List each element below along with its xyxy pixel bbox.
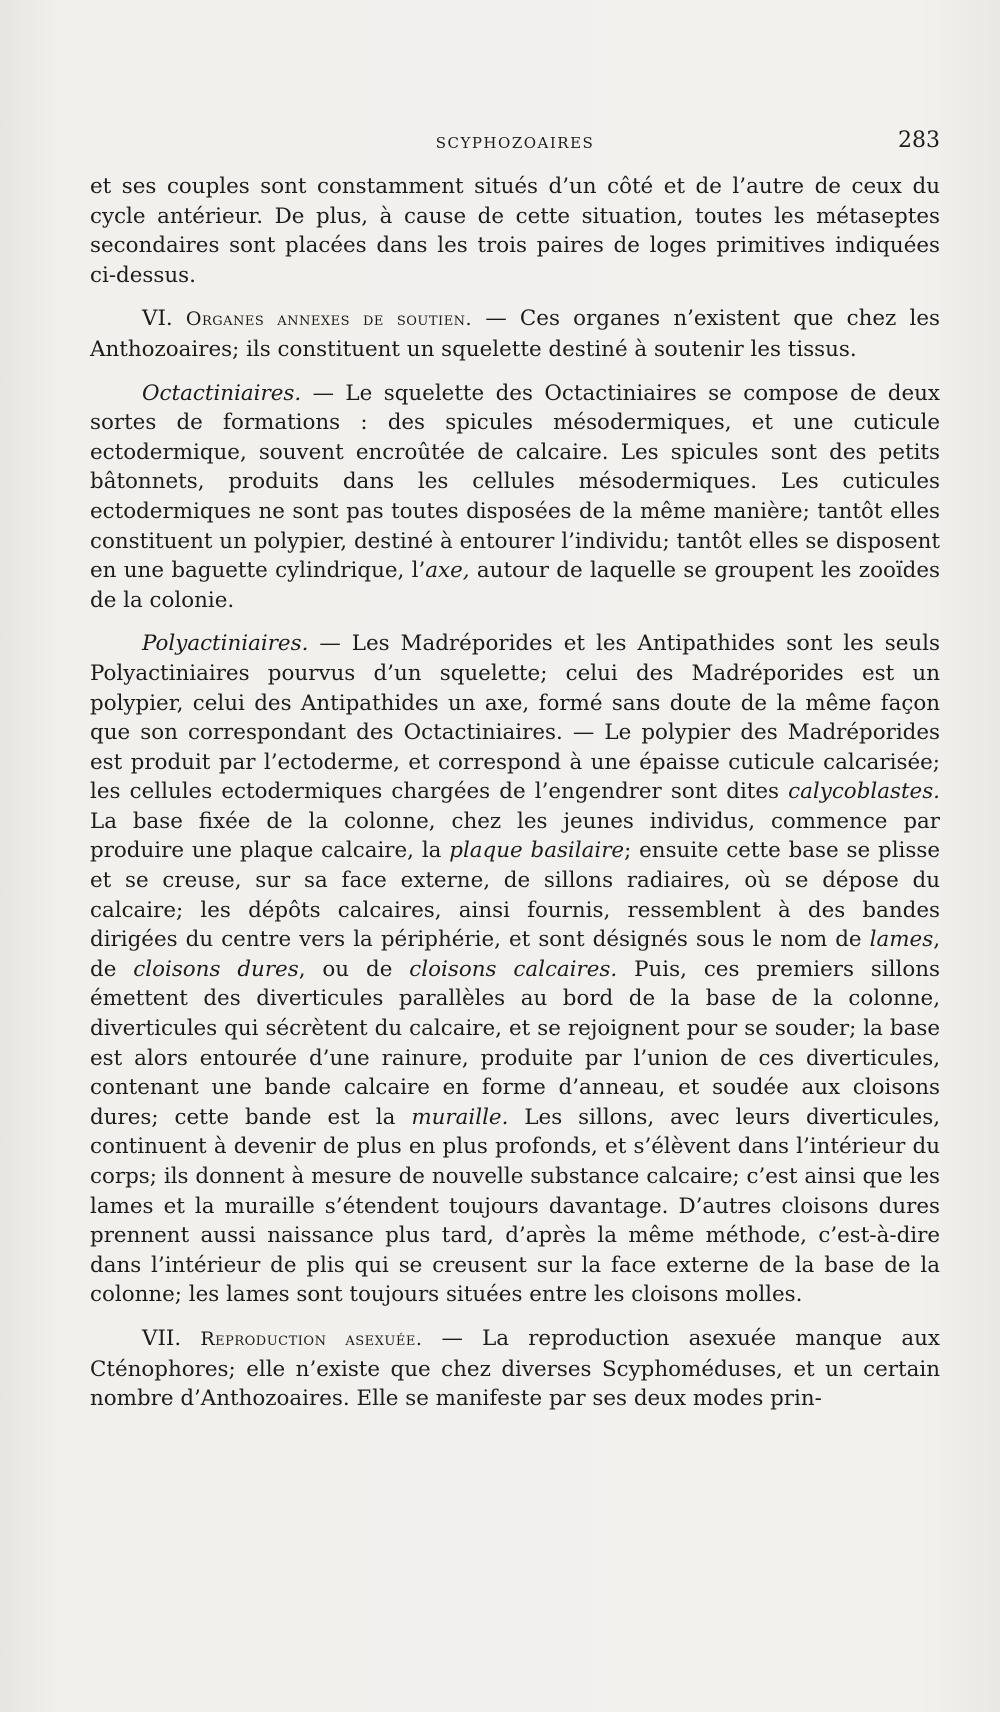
subsection-lead: Octactiniaires.	[142, 380, 302, 406]
italic-term: cloisons calcaires.	[409, 956, 618, 982]
body-text	[90, 172, 940, 1414]
paragraph-text: ; ensuite cette base se plisse et se creuse, sur sa face externe, de sillons radiaires, où se dépose du calcaire; les dépôts calcaires, ainsi fournis, ressemblent à des bandes dirigées du centre vers la périphérie, et sont désignés sous le nom de	[90, 838, 940, 953]
paragraph-text: La base fixée de la colonne, chez les jeunes individus, commence par produire une plaque calcaire, la	[90, 808, 940, 864]
paragraph-text: , de	[90, 927, 940, 982]
paragraph-section-vii	[90, 1324, 940, 1414]
section-number: VII.	[142, 1325, 182, 1351]
section-title: Organes annexes de soutien.	[185, 308, 473, 331]
paragraph-text: — La reproduction asexuée manque aux Cténophores; elle n’existe que chez diverses Scyphoméduses, et un certain nombre d’Anthozoaires. Elle se manifeste par ses deux modes prin-	[90, 1325, 940, 1412]
italic-term: plaque basilaire	[449, 838, 625, 864]
italic-term: muraille.	[411, 1104, 509, 1130]
italic-term: lames	[869, 927, 934, 953]
paragraph-polyactiniaires	[90, 629, 940, 1310]
paragraph-text: Puis, ces premiers sillons émettent des diverticules parallèles au bord de la base de la colonne, diverticules qui sécrètent du calcaire, et se rejoignent pour se souder; la base est alors entourée d’une rainure, produite par l’union de ces diverticules, contenant une bande calcaire en forme d’anneau, et soudée aux cloisons dures; cette bande est la	[90, 956, 940, 1130]
paragraph-text: — Ces organes n’existent que chez les Anthozoaires; ils constituent un squelette destiné à soutenir les tissus.	[90, 306, 940, 362]
paragraph-text: , ou de	[298, 956, 410, 982]
section-number: VI.	[142, 306, 173, 332]
italic-term: axe,	[425, 558, 470, 584]
paragraph-text: et ses couples sont constamment situés d’un côté et de l’autre de ceux du cycle antérieur. De plus, à cause de cette situation, toutes les métaseptes secondaires sont placées dans les trois paires de loges primitives indiquées ci-dessus.	[90, 174, 940, 288]
section-title: Reproduction asexuée.	[200, 1327, 423, 1350]
italic-term: cloisons dures	[133, 956, 299, 982]
paragraph-text: Les sillons, avec leurs diverticules, continuent à devenir de plus en plus profonds, et s’élèvent dans l’intérieur du corps; ils donnent à mesure de nouvelle substance calcaire; c’est ainsi que les lames et la muraille s’étendent toujours davantage. D’autres cloisons dures prennent aussi naissance plus tard, d’après la même méthode, c’est-à-dire dans l’intérieur de plis qui se creusent sur la face externe de la base de la colonne; les lames sont toujours situées entre les cloisons molles.	[90, 1104, 940, 1308]
paragraph-text-end: autour de laquelle se groupent les zooïdes de la colonie.	[90, 558, 940, 613]
paragraph-octactiniaires	[90, 379, 940, 616]
subsection-lead: Polyactiniaires.	[142, 631, 309, 657]
page-header	[90, 128, 940, 168]
paragraph-section-vi	[90, 304, 940, 364]
running-title: SCYPHOZOAIRES	[435, 134, 595, 152]
paragraph-continuation	[90, 172, 940, 290]
paragraph-text: — Le squelette des Octactiniaires se compose de deux sortes de formations : des spicules mésodermiques, et une cuticule ectodermique, souvent encroûtée de calcaire. Les spicules sont des petits bâtonnets, produits dans les cellules mésodermiques. Les cuticules ectodermiques ne sont pas toutes disposées de la même manière; tantôt elles constituent un polypier, destiné à entourer l’individu; tantôt elles se disposent en une baguette cylindrique, l’	[90, 380, 940, 584]
italic-term: calycoblastes.	[788, 779, 940, 805]
page-number: 283	[898, 128, 940, 153]
paragraph-text: — Les Madréporides et les Antipathides sont les seuls Polyactiniaires pourvus d’un squelette; celui des Madréporides est un polypier, celui des Antipathides un axe, formé sans doute de la même façon que son correspondant des Octactiniaires. — Le polypier des Madréporides est produit par l’ectoderme, et correspond à une épaisse cuticule calcarisée; les cellules ectodermiques chargées de l’engendrer sont dites	[90, 631, 940, 805]
